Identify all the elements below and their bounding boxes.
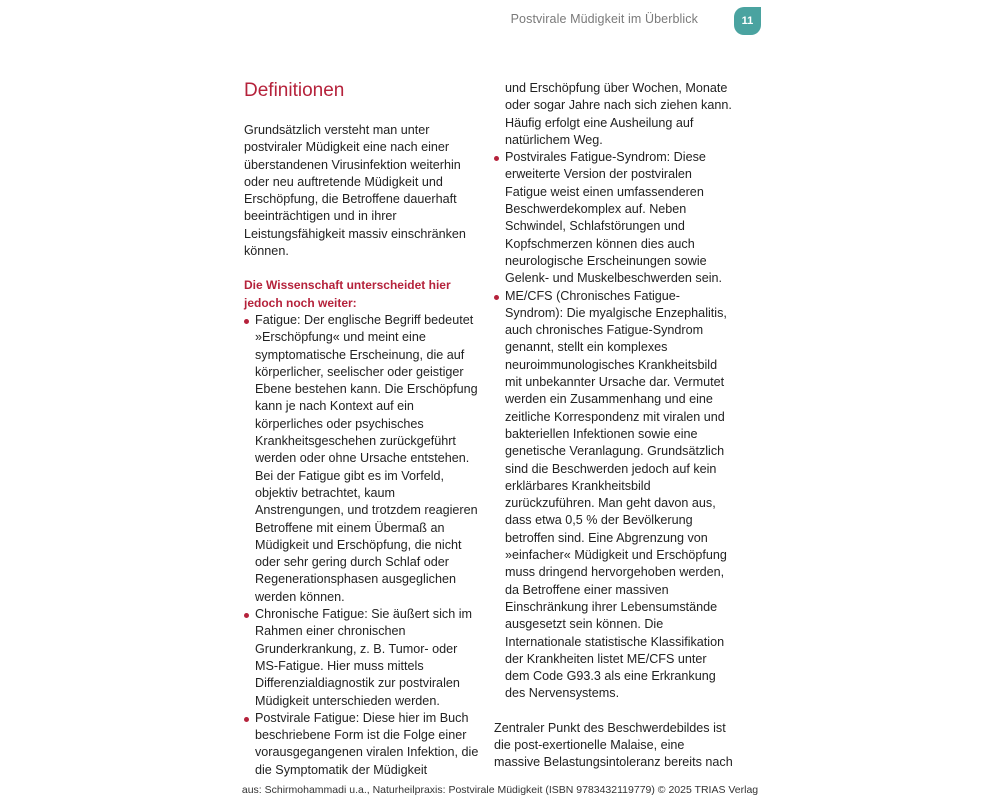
left-column <box>244 78 482 779</box>
list-item <box>244 606 482 710</box>
running-title: Postvirale Müdigkeit im Überblick <box>510 12 698 26</box>
bullet-icon <box>494 156 499 161</box>
list-item <box>244 710 482 779</box>
bullet-icon <box>494 295 499 300</box>
list-item-text: ME/CFS (Chronisches Fatigue-Syndrom): Die myalgische Enzephalitis, auch chronisches Fatigue-Syndrom genannt, stellt ein komplexes neuroimmunologisches Krankheitsbild mit unbekannter Ursache dar. Vermutet werden ein Zusammenhang und eine zeitliche Korrespondenz mit viralen und bakteriellen Infektionen sowie eine genetische Veranlagung. Grundsätzlich sind die Beschwerden jedoch auf kein erklärbares Krankheitsbild zurückzuführen. Man geht davon aus, dass etwa 0,5 % der Bevölkerung betroffen sind. Eine Abgrenzung von »einfacher« Müdigkeit und Erschöpfung muss dringend hervorgehoben werden, da Betroffene einer massiven Einschränkung ihrer Lebensumstände ausgesetzt sein können. Die Internationale statistische Klassifikation der Krankheiten listet ME/CFS unter dem Code G93.3 als eine Erkrankung des Nervensystems. <box>505 288 727 701</box>
intro-paragraph: Grundsätzlich versteht man unter postviraler Müdigkeit eine nach einer überstandenen Virusinfektion weiterhin oder neu auftretende Müdigkeit und Erschöpfung, die Betroffene dauerhaft beeinträchtigen und in ihrer Leistungsfähigkeit massiv einschränken können. <box>244 123 466 259</box>
list-item-text: Fatigue: Der englische Begriff bedeutet »Erschöpfung« und meint eine symptomatische Erscheinung, die auf körperlicher, seelischer oder geistiger Ebene bestehen kann. Die Erschöpfung kann je nach Kontext auf ein körperliches oder psychisches Krankheitsgeschehen zurückgeführt werden oder ohne Ursache entstehen. Bei der Fatigue gibt es im Vorfeld, objektiv betrachtet, kaum Anstrengungen, und trotzdem reagieren Betroffene mit einem Übermaß an Müdigkeit und Erschöpfung, die nicht oder sehr gering durch Schlaf oder Regenerationsphasen ausgeglichen werden können. <box>255 312 478 604</box>
bullet-icon <box>244 613 249 618</box>
page-number-badge: 11 <box>734 7 761 35</box>
list-item-text: Chronische Fatigue: Sie äußert sich im Rahmen einer chronischen Grunderkrankung, z. B. Tumor- oder MS-Fatigue. Hier muss mittels Differenzialdiagnostik zur postviralen Müdigkeit unterschieden werden. <box>255 607 472 708</box>
right-column <box>494 80 734 772</box>
list-item-continuation <box>494 80 734 149</box>
section-heading: Definitionen <box>244 80 345 101</box>
list-item <box>244 312 482 606</box>
list-item-text: Postvirales Fatigue-Syndrom: Diese erweiterte Version der postviralen Fatigue weist einen umfassenderen Beschwerdekomplex auf. Neben Schwindel, Schlafstörungen und Kopfschmerzen können dies auch neurologische Erscheinungen sowie Gelenk- und Muskelbeschwerden sein. <box>505 150 723 286</box>
source-citation: aus: Schirmohammadi u.a., Naturheilpraxis: Postvirale Müdigkeit (ISBN 9783432119779) © 2025 TRIAS Verlag <box>241 784 759 796</box>
definition-list-continued <box>494 80 734 703</box>
closing-paragraph: Zentraler Punkt des Beschwerdebildes ist die post-exertionelle Malaise, eine massive Belastungsintoleranz bereits nach <box>494 720 733 770</box>
bullet-icon <box>244 717 249 722</box>
definition-list <box>244 312 482 779</box>
list-item <box>494 149 734 287</box>
list-item-text: Postvirale Fatigue: Diese hier im Buch beschriebene Form ist die Folge einer vorausgegangenen viralen Infektion, die die Symptomatik der Müdigkeit <box>255 710 479 777</box>
sub-heading: Die Wissenschaft unterscheidet hier jedoch noch weiter: <box>244 278 451 310</box>
bullet-icon <box>244 319 249 324</box>
list-item <box>494 288 734 703</box>
list-item-text: und Erschöpfung über Wochen, Monate oder sogar Jahre nach sich ziehen kann. Häufig erfolgt eine Ausheilung auf natürlichem Weg. <box>505 81 732 147</box>
